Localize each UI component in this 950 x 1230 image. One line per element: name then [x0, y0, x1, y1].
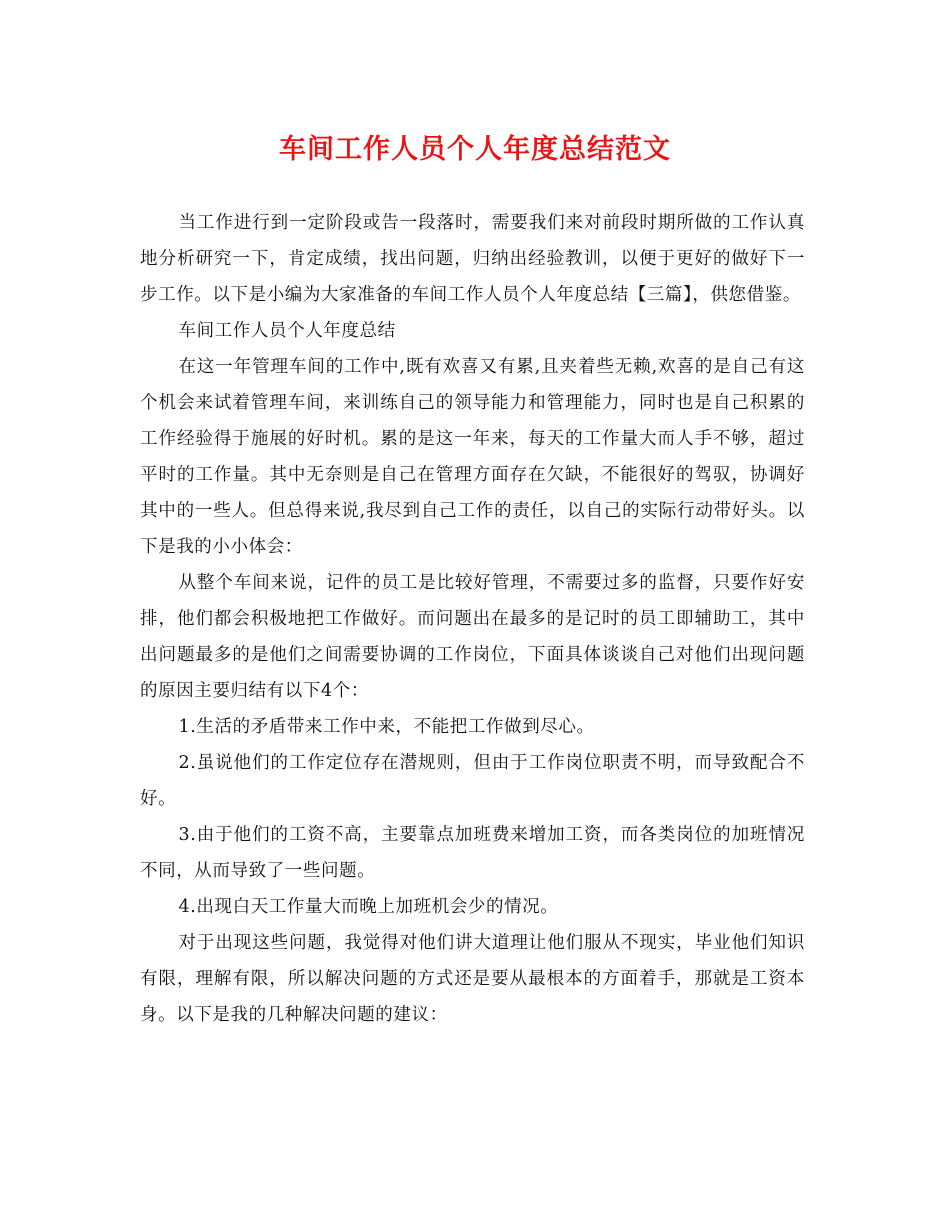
list-item: 2.虽说他们的工作定位存在潜规则，但由于工作岗位职责不明，而导致配合不好。	[140, 753, 805, 809]
body-paragraph: 在这一年管理车间的工作中,既有欢喜又有累,且夹着些无赖,欢喜的是自己有这个机会来试着管理车间，来训练自己的领导能力和管理能力，同时也是自己积累的工作经验得于施展的好时机。累的是这一年来，每天的工作量大而人手不够，超过平时的工作量。其中无奈则是自己在管理方面存在欠缺，不能很好的驾驭，协调好其中的一些人。但总得来说,我尽到自己工作的责任，以自己的实际行动带好头。以下是我的小小体会：	[140, 357, 805, 557]
intro-paragraph: 当工作进行到一定阶段或告一段落时，需要我们来对前段时期所做的工作认真地分析研究一下，肯定成绩，找出问题，归纳出经验教训，以便于更好的做好下一步工作。以下是小编为大家准备的车间工作人员个人年度总结【三篇】，供您借鉴。	[140, 213, 805, 305]
list-item: 4.出现白天工作量大而晚上加班机会少的情况。	[178, 897, 559, 917]
list-item: 3.由于他们的工资不高，主要靠点加班费来增加工资，而各类岗位的加班情况不同，从而导致了一些问题。	[140, 825, 805, 881]
section-heading: 车间工作人员个人年度总结	[178, 321, 396, 341]
list-item: 1.生活的矛盾带来工作中来，不能把工作做到尽心。	[178, 717, 595, 737]
document-body	[140, 205, 805, 1033]
body-paragraph: 对于出现这些问题，我觉得对他们讲大道理让他们服从不现实，毕业他们知识有限，理解有限，所以解决问题的方式还是要从最根本的方面着手，那就是工资本身。以下是我的几种解决问题的建议：	[140, 933, 805, 1025]
body-paragraph: 从整个车间来说，记件的员工是比较好管理，不需要过多的监督，只要作好安排，他们都会积极地把工作做好。而问题出在最多的是记时的员工即辅助工，其中出问题最多的是他们之间需要协调的工作岗位，下面具体谈谈自己对他们出现问题的原因主要归结有以下4个：	[140, 573, 805, 701]
document-title: 车间工作人员个人年度总结范文	[279, 134, 671, 165]
